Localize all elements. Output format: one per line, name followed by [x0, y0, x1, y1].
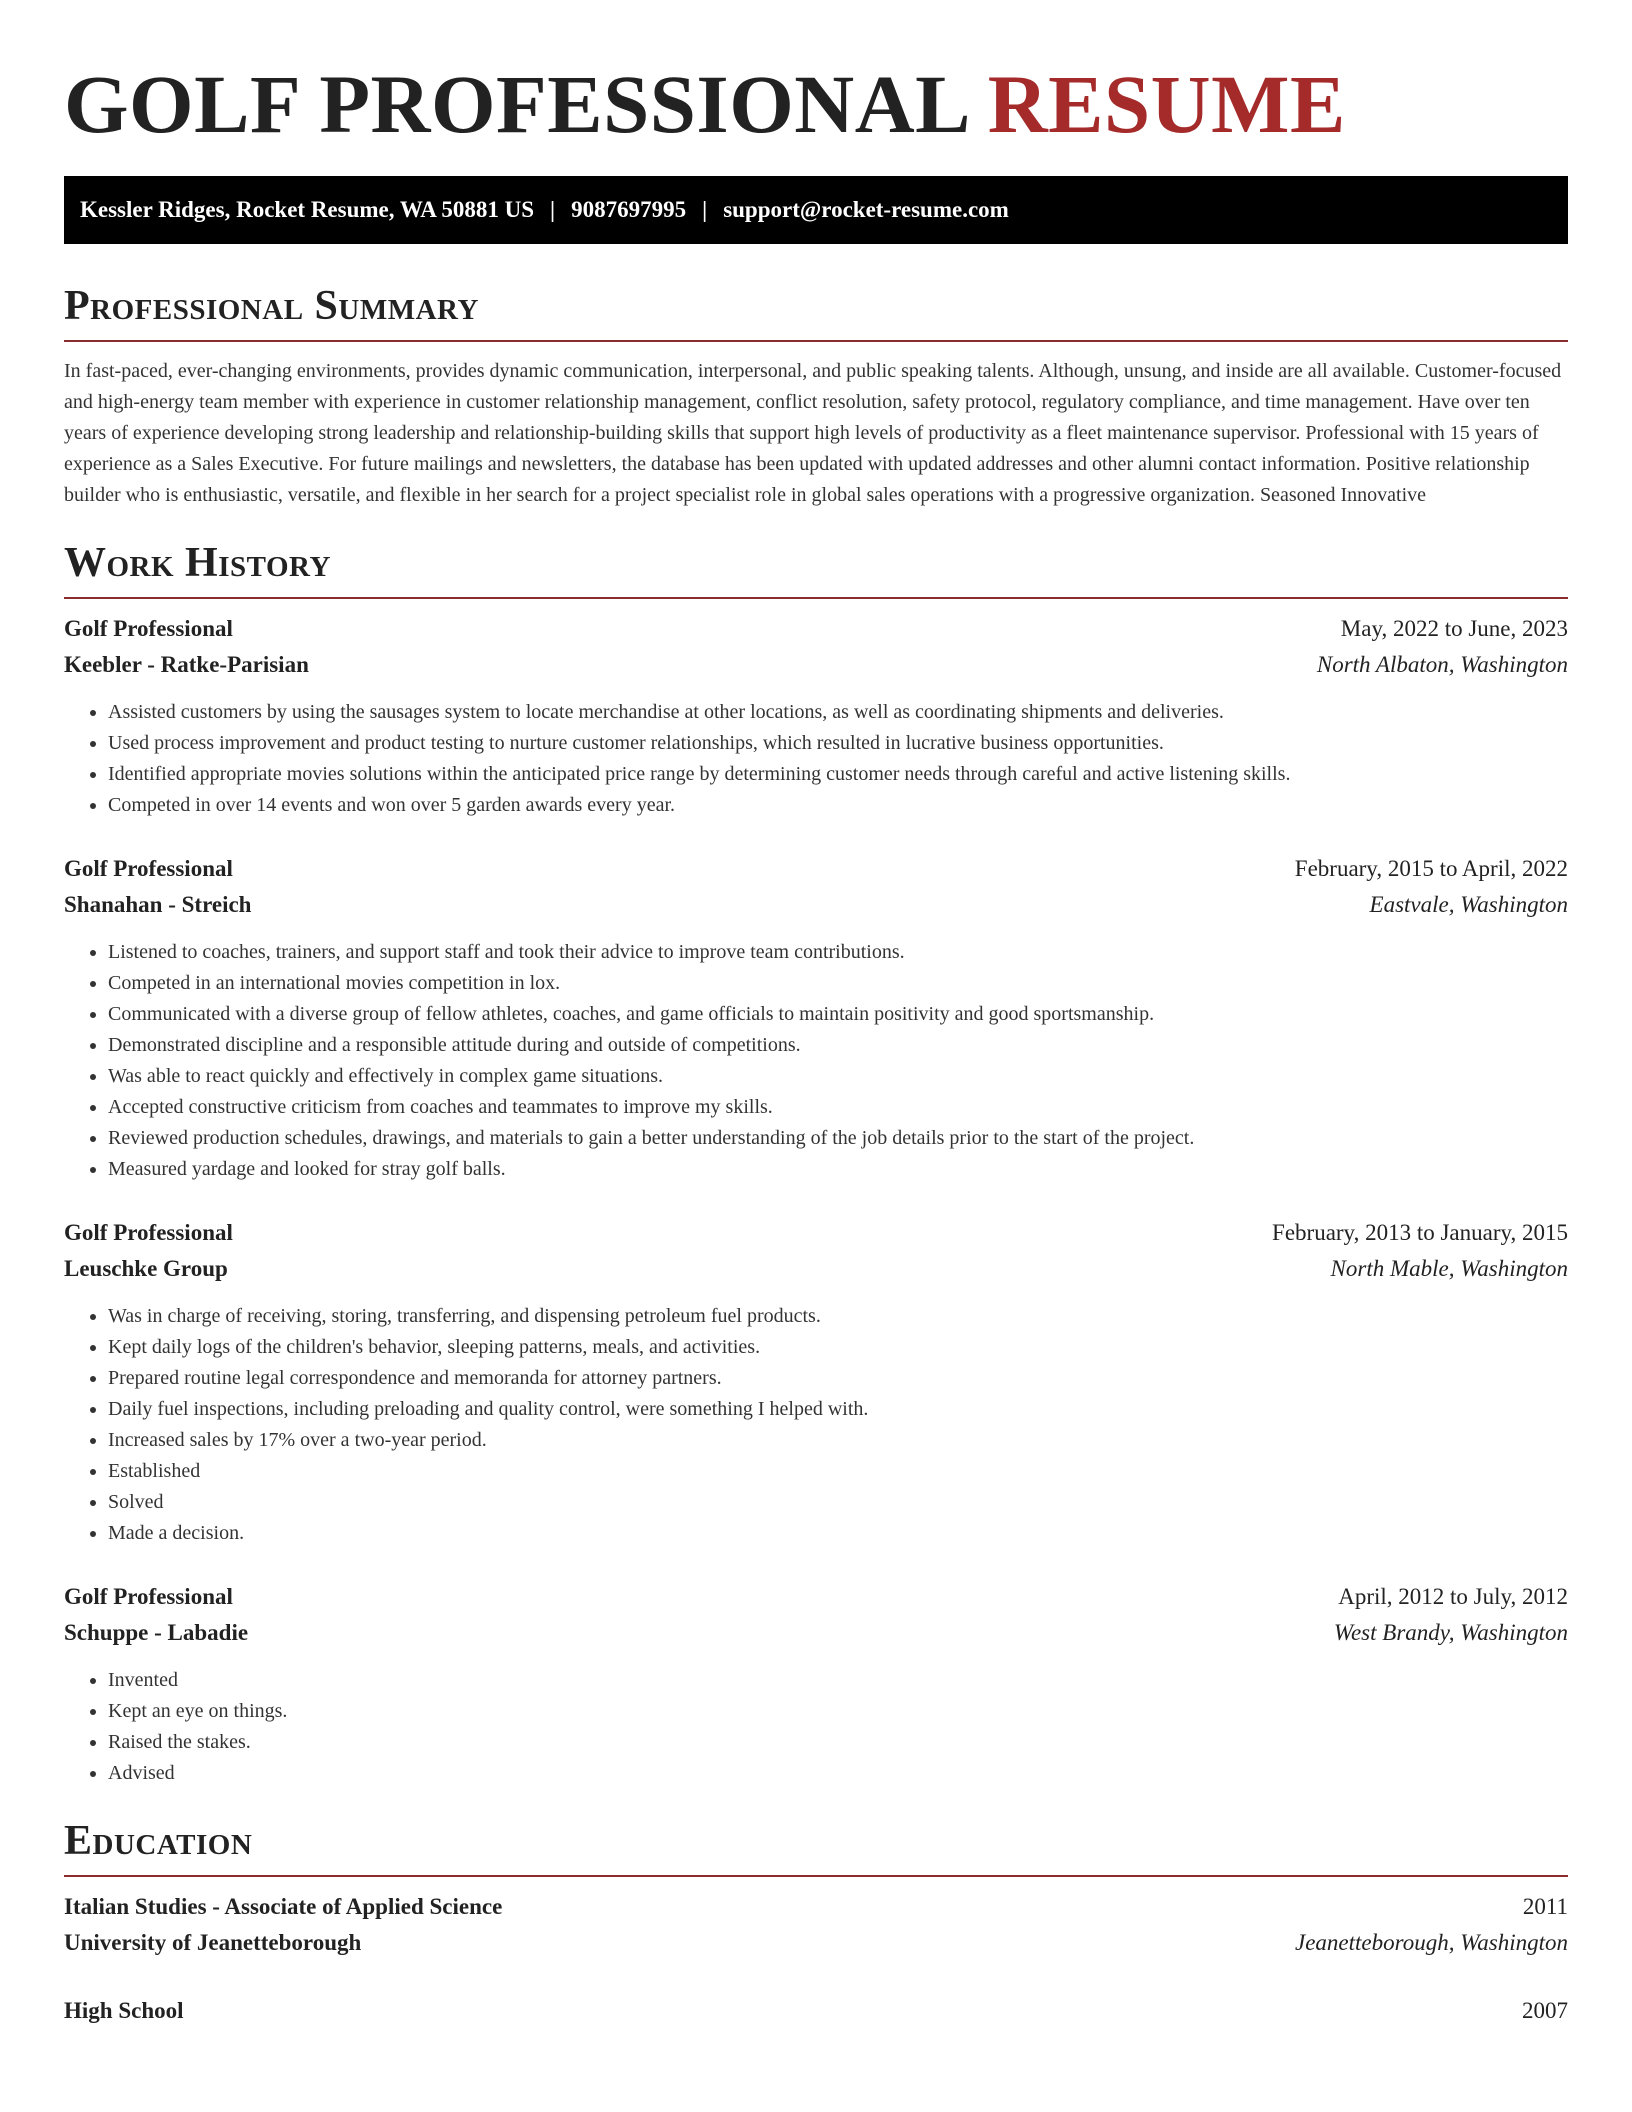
section-divider — [64, 340, 1568, 342]
job-company-row — [64, 887, 1568, 923]
list-item: • Competed in an international movies competition in lox. — [108, 968, 1568, 999]
education-degree: Italian Studies - Associate of Applied Science — [64, 1894, 503, 1919]
page-title — [64, 0, 1568, 150]
list-item: • Competed in over 14 events and won over 5 garden awards every year. — [108, 790, 1568, 821]
job-bullets — [64, 1301, 1568, 1549]
education-entry — [64, 1889, 1568, 1961]
list-item: • Identified appropriate movies solutions within the anticipated price range by determining customer needs through careful and active listening skills. — [108, 759, 1568, 790]
list-item: • Increased sales by 17% over a two-year period. — [108, 1425, 1568, 1456]
title-primary: GOLF PROFESSIONAL — [64, 58, 967, 150]
list-item: • Established — [108, 1456, 1568, 1487]
list-item: • Advised — [108, 1758, 1568, 1789]
job-bullets — [64, 937, 1568, 1185]
job-company: Leuschke Group — [64, 1256, 228, 1281]
education-section — [64, 1817, 1568, 2029]
job-company-row — [64, 647, 1568, 683]
list-item: • Accepted constructive criticism from coaches and teammates to improve my skills. — [108, 1092, 1568, 1123]
title-accent: RESUME — [987, 58, 1346, 150]
list-item: • Measured yardage and looked for stray golf balls. — [108, 1154, 1568, 1185]
section-divider — [64, 1875, 1568, 1877]
work-section — [64, 539, 1568, 1789]
education-school-row — [64, 1925, 1568, 1961]
list-item: • Raised the stakes. — [108, 1727, 1568, 1758]
job-company: Keebler - Ratke-Parisian — [64, 652, 309, 677]
list-item: • Was able to react quickly and effectively in complex game situations. — [108, 1061, 1568, 1092]
contact-address: Kessler Ridges, Rocket Resume, WA 50881 US — [80, 197, 535, 222]
education-year: 2007 — [1522, 1998, 1568, 2023]
contact-bar — [64, 176, 1568, 244]
summary-heading: Professional Summary — [64, 283, 479, 329]
list-item: • Made a decision. — [108, 1518, 1568, 1549]
list-item: • Kept an eye on things. — [108, 1696, 1568, 1727]
list-item: • Prepared routine legal correspondence and memoranda for attorney partners. — [108, 1363, 1568, 1394]
list-item: • Solved — [108, 1487, 1568, 1518]
job-title: Golf Professional — [64, 616, 233, 641]
list-item: • Demonstrated discipline and a responsible attitude during and outside of competitions. — [108, 1030, 1568, 1061]
job-header-row — [64, 1215, 1568, 1251]
list-item: • Kept daily logs of the children's behavior, sleeping patterns, meals, and activities. — [108, 1332, 1568, 1363]
job-bullets — [64, 697, 1568, 821]
job-title: Golf Professional — [64, 856, 233, 881]
work-heading: Work History — [64, 540, 331, 586]
list-item: • Invented — [108, 1665, 1568, 1696]
job-title: Golf Professional — [64, 1220, 233, 1245]
list-item: • Listened to coaches, trainers, and support staff and took their advice to improve team contributions. — [108, 937, 1568, 968]
contact-separator: | — [550, 197, 556, 222]
summary-text: In fast-paced, ever-changing environments, provides dynamic communication, interpersonal, and public speaking talents. Although, unsung, and inside are all available. Customer-focused and high-energy team member with experience in customer relationship management, conflict resolution, safety protocol, regulatory compliance, and time management. Have over ten years of experience developing strong leadership and relationship-building skills that support high levels of productivity as a fleet maintenance supervisor. Professional with 15 years of experience as a Sales Executive. For future mailings and newsletters, the database has been updated with updated addresses and other alumni contact information. Positive relationship builder who is enthusiastic, versatile, and flexible in her search for a project specialist role in global sales operations with a progressive organization. Seasoned Innovative — [64, 360, 1562, 506]
job-dates: February, 2015 to April, 2022 — [1294, 856, 1568, 881]
contact-separator: | — [702, 197, 708, 222]
education-year: 2011 — [1522, 1894, 1568, 1919]
job-entry — [64, 611, 1568, 821]
job-entry — [64, 851, 1568, 1185]
list-item: • Used process improvement and product testing to nurture customer relationships, which resulted in lucrative business opportunities. — [108, 728, 1568, 759]
job-location: Eastvale, Washington — [1369, 892, 1568, 917]
contact-phone: 9087697995 — [571, 197, 687, 222]
education-heading: Education — [64, 1818, 253, 1864]
education-degree: High School — [64, 1998, 184, 2023]
contact-email: support@rocket-resume.com — [723, 197, 1009, 222]
list-item: • Reviewed production schedules, drawings, and materials to gain a better understanding of the job details prior to the start of the project. — [108, 1123, 1568, 1154]
job-company-row — [64, 1615, 1568, 1651]
job-header-row — [64, 851, 1568, 887]
job-dates: April, 2012 to July, 2012 — [1338, 1584, 1568, 1609]
job-location: West Brandy, Washington — [1333, 1620, 1568, 1645]
job-company-row — [64, 1251, 1568, 1287]
job-dates: May, 2022 to June, 2023 — [1340, 616, 1568, 641]
job-company: Schuppe - Labadie — [64, 1620, 249, 1645]
education-header-row — [64, 1993, 1568, 2029]
summary-section — [64, 282, 1568, 511]
job-entry — [64, 1579, 1568, 1789]
section-divider — [64, 597, 1568, 599]
job-dates: February, 2013 to January, 2015 — [1272, 1220, 1568, 1245]
job-header-row — [64, 611, 1568, 647]
list-item: • Communicated with a diverse group of fellow athletes, coaches, and game officials to maintain positivity and good sportsmanship. — [108, 999, 1568, 1030]
education-school: University of Jeanetteborough — [64, 1930, 362, 1955]
list-item: • Was in charge of receiving, storing, transferring, and dispensing petroleum fuel products. — [108, 1301, 1568, 1332]
job-bullets — [64, 1665, 1568, 1789]
education-entry — [64, 1993, 1568, 2029]
list-item: • Assisted customers by using the sausages system to locate merchandise at other locations, as well as coordinating shipments and deliveries. — [108, 697, 1568, 728]
education-header-row — [64, 1889, 1568, 1925]
job-title: Golf Professional — [64, 1584, 233, 1609]
list-item: • Daily fuel inspections, including preloading and quality control, were something I helped with. — [108, 1394, 1568, 1425]
job-location: North Albaton, Washington — [1316, 652, 1568, 677]
job-entry — [64, 1215, 1568, 1549]
job-header-row — [64, 1579, 1568, 1615]
job-location: North Mable, Washington — [1330, 1256, 1568, 1281]
education-location: Jeanetteborough, Washington — [1295, 1930, 1568, 1955]
job-company: Shanahan - Streich — [64, 892, 252, 917]
